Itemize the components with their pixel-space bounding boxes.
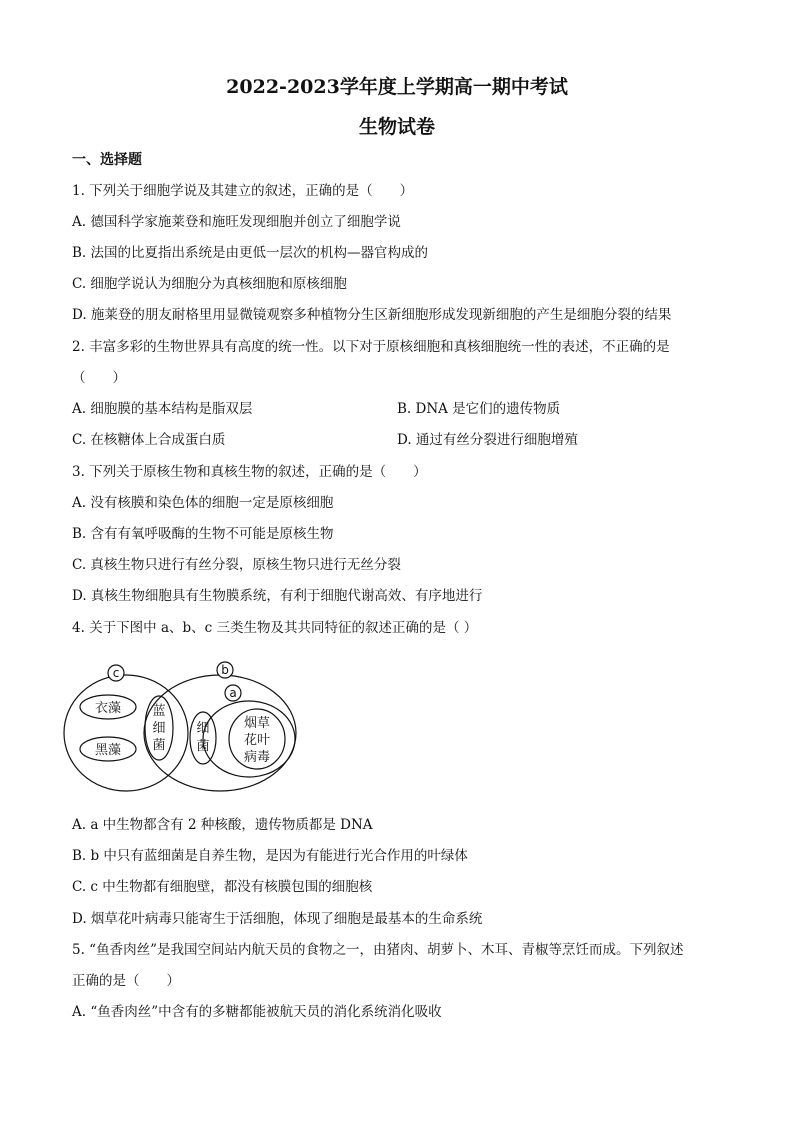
q3-option-c: C. 真核生物只进行有丝分裂，原核生物只进行无丝分裂 (72, 557, 401, 573)
heizao-label: 黑藻 (94, 743, 122, 758)
label-a: a (229, 686, 237, 700)
q5-option-a: A. “鱼香肉丝”中含有的多糖都能被航天员的消化系统消化吸收 (72, 1004, 442, 1020)
venn-diagram (60, 655, 300, 795)
set-c-ellipse (64, 675, 188, 791)
label-b: b (221, 663, 229, 677)
page-title: 2022-2023学年度上学期高一期中考试 (226, 76, 568, 98)
q4-option-d: D. 烟草花叶病毒只能寄生于活细胞，体现了细胞是最基本的生命系统 (72, 911, 483, 927)
page-subtitle: 生物试卷 (358, 116, 435, 138)
q1-option-c: C. 细胞学说认为细胞分为真核细胞和原核细胞 (72, 276, 347, 292)
q4-stem: 4. 关于下图中 a、b、c 三类生物及其共同特征的叙述正确的是（ ） (72, 620, 478, 636)
q3-option-a: A. 没有核膜和染色体的细胞一定是原核细胞 (72, 495, 334, 511)
q3-option-b: B. 含有有氧呼吸酶的生物不可能是原核生物 (72, 526, 334, 542)
q4-option-a: A. a 中生物都含有 2 种核酸，遗传物质都是 DNA (72, 817, 373, 833)
q3-option-d: D. 真核生物细胞具有生物膜系统，有利于细胞代谢高效、有序地进行 (72, 588, 483, 604)
q5-stem-cont: 正确的是（ ） (72, 973, 180, 989)
q4-option-c: C. c 中生物都有细胞壁，都没有核膜包围的细胞核 (72, 879, 373, 895)
xijun-label-1: 细 (196, 721, 210, 736)
virus-label-2: 花叶 (243, 733, 271, 748)
virus-label-1: 烟草 (243, 716, 271, 731)
section-heading: 一、选择题 (72, 152, 142, 168)
lanxijun-label-2: 细 (152, 721, 166, 736)
q2-stem: 2. 丰富多彩的生物世界具有高度的统一性。以下对于原核细胞和真核细胞统一性的表述，不正确的是 (72, 339, 670, 355)
label-c: c (112, 666, 120, 680)
q4-option-b: B. b 中只有蓝细菌是自养生物，是因为有能进行光合作用的叶绿体 (72, 848, 468, 864)
q2-option-b: B. DNA 是它们的遗传物质 (397, 401, 561, 417)
xijun-label-2: 菌 (196, 739, 210, 754)
yizao-label: 衣藻 (94, 701, 122, 716)
lanxijun-label-3: 菌 (152, 738, 166, 753)
q1-option-d: D. 施莱登的朋友耐格里用显微镜观察多种植物分生区新细胞形成发现新细胞的产生是细胞分裂的结果 (72, 307, 672, 323)
q1-option-a: A. 德国科学家施莱登和施旺发现细胞并创立了细胞学说 (72, 214, 401, 230)
q3-stem: 3. 下列关于原核生物和真核生物的叙述，正确的是（ ） (72, 464, 427, 480)
q2-stem-cont: （ ） (72, 370, 126, 386)
q1-option-b: B. 法国的比夏指出系统是由更低一层次的机构—器官构成的 (72, 245, 429, 261)
q5-stem: 5. “鱼香肉丝”是我国空间站内航天员的食物之一，由猪肉、胡萝卜、木耳、青椒等烹饪而成。下列叙述 (72, 942, 684, 958)
virus-label-3: 病毒 (243, 750, 271, 765)
q2-option-a: A. 细胞膜的基本结构是脂双层 (72, 401, 253, 417)
set-b-ellipse (144, 675, 296, 791)
q2-option-c: C. 在核糖体上合成蛋白质 (72, 432, 226, 448)
q2-option-d: D. 通过有丝分裂进行细胞增殖 (397, 432, 578, 448)
q1-stem: 1. 下列关于细胞学说及其建立的叙述，正确的是（ ） (72, 183, 414, 199)
lanxijun-label-1: 蓝 (152, 704, 166, 719)
